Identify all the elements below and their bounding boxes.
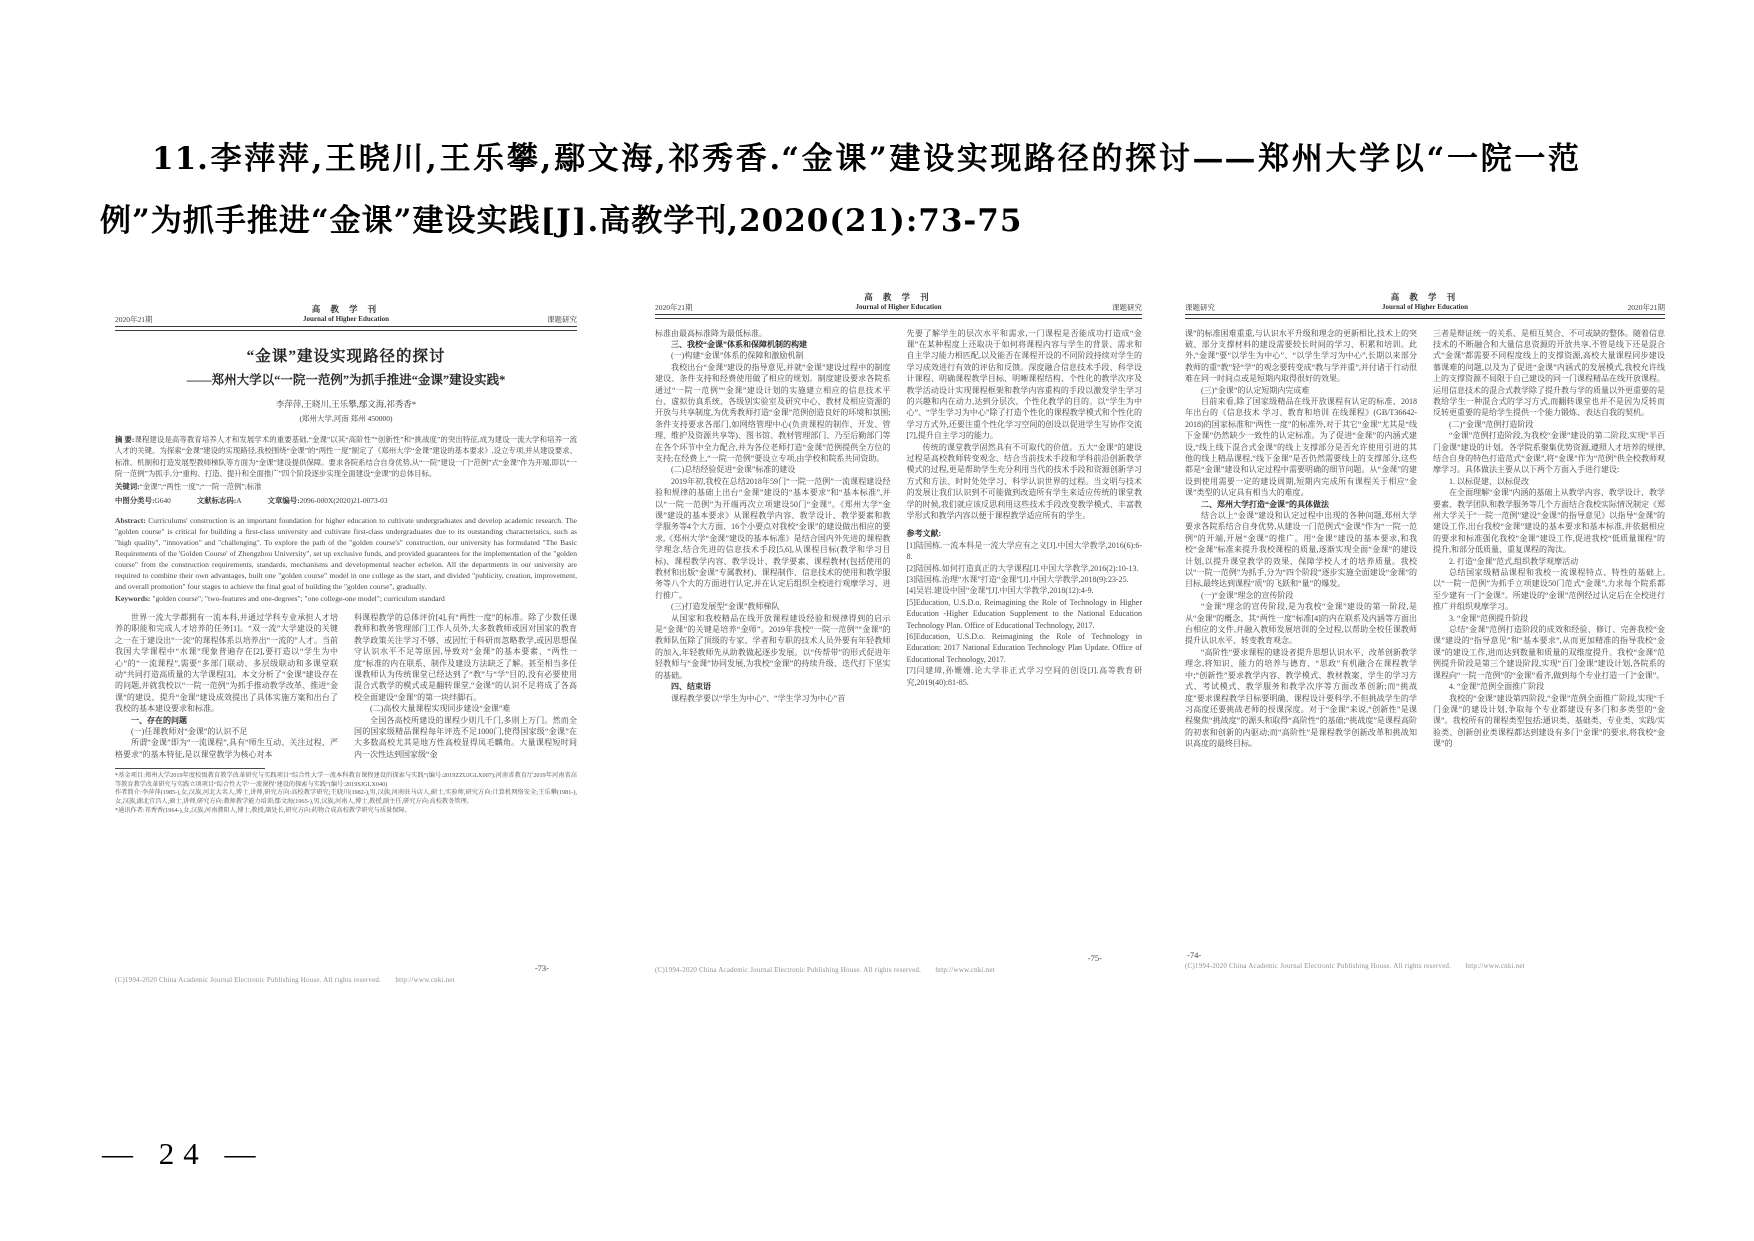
clc-value: G640 bbox=[154, 495, 171, 505]
header-column: 课题研究 bbox=[1185, 303, 1215, 312]
paragraph: 在全面理解“金课”内涵的基础上从教学内容、教学设计、教学要素、教学团队和教学服务等几个方面结合我校实际情况制定《郑州大学关于“一院一范例”建设“金课”的指导意见》以指导“金课”的建设工作,出台我校“金课”建设的基本要求和基本标准,并依据相应的要求和标准强化我校“金课”建设工作,促进我校“低质量课程”的提升,和部分低质量、重复课程的淘汰。 bbox=[1433, 488, 1665, 555]
paragraph: 世界一流大学都拥有一流本科,并通过学科专业承担人才培养的职能和完成人才培养的任务[1]。“双一流”大学建设的关键之一在于建设出“一流”的课程体系以培养出“一流的”人才。当前我国大学课程中“水课”现象普遍存在[2],要打造以“学生为中心”的“一流课程”,需要“多部门联动、多层级联动和多课堂联动”共同打造高质量的大学课程[3]。本文分析了“金课”建设存在的问题,并就我校以“一院一范例”为抓手推动教学改革、推进“金课”的建设、提升“金课”建设成效提出了具体实施方案和出台了我校的基本建设要求和标准。 bbox=[115, 612, 338, 714]
copyright-line: (C)1994-2020 China Academic Journal Electronic Publishing House. All rights reserved. http://www.cnki.net bbox=[115, 976, 455, 984]
paragraph: 传统的课堂教学固然具有不可取代的价值。五大“金课”的建设过程是高校教师转变观念、结合当前技术手段和学科前沿创新教学模式的过程,更是帮助学生充分利用当代的技术手段和资源创新学习方式和方法、时时处处学习、科学认识世界的过程。当文明与技术的发展让我们认识到不可能做到改造所有学生来适应传统的课堂教学的时候,我们就应该反思利用这些技术手段改变教学模式、丰富教学形式和教学内容以便于课程教学适应所有的学生。 bbox=[906, 442, 1142, 520]
paragraph: 参考文献: bbox=[906, 529, 942, 539]
paragraph: [5]Education, U.S.D.o. Reimagining the Role of Technology in Higher Education -Higher Education Supplement to the National Education Technology Plan. Office of Educational Technology, 2017. bbox=[906, 597, 1142, 630]
paragraph: (二)总结经验促进“金课”标准的建设 bbox=[671, 465, 796, 475]
journal-masthead bbox=[745, 293, 1052, 312]
abstract-en-label: Abstract: bbox=[115, 515, 146, 525]
keywords-en-label: Keywords: bbox=[115, 593, 151, 603]
keywords-text: “金课”;“两性一度”;“一院一范例”;标准 bbox=[139, 481, 262, 491]
paragraph: 2019年初,我校在总结2018年59门“一院一范例”一流课程建设经验和规律的基础上出台“金课”建设的“基本要求”和“基本标准”,并以“一院一范例”为开端再次立项建设50门“金课”。《郑州大学“金课”建设的基本要求》从课程教学内容、教学设计、教学要素和教学服务等4个大方面、16个小要点对我校“金课”的建设做出相应的要求,《郑州大学“金课”建设的基本标准》是结合国内外先进的课程教学理念,结合先进的信息技术手段[5,6],从课程目标(教学和学习目标)、课程教学内容、教学设计、教学要素、课程教材(包括使用的教材和出版“金课”专属教材)、课程制作、信息技术的使用和教学服务等八个大的方面进行认定,并在认定后组织全校进行观摩学习、进行推广。 bbox=[655, 476, 891, 600]
keywords-cn bbox=[115, 481, 577, 492]
right-column bbox=[354, 612, 577, 760]
abstract-text: 课程建设是高等教育培养人才和发展学术的重要基础,“金课”以其“高阶性”“创新性”和“挑战度”的突出特征,成为建设一流大学和培养一流人才的关键。为探索“金课”建设的实现路径,我校围绕“金课”的“两性一度”制定了《郑州大学“金课”建设的基本要求》,设立专项,并从建设要求、标准、机制和打造发展型教师梯队等方面为“金课”建设提供保障。要求各院系结合自身优势,从“一院”建设一门“范例”式“金课”作为开端,即以“一院一范例”为抓手,分“重构、打造、提升和全面推广”四个阶段逐步实现全面建设“金课”的总体目标。 bbox=[115, 434, 577, 479]
citation-text: 11.李萍萍,王晓川,王乐攀,鄢文海,祁秀香.“金课”建设实现路径的探讨——郑州大学以“一院一范例”为抓手推进“金课”建设实践[J].高教学刊,2020(21):73-75 bbox=[100, 141, 1580, 239]
article-authors: 李萍萍,王晓川,王乐攀,鄢文海,祁秀香* bbox=[275, 398, 417, 409]
paragraph: 总结国家级精品课程和我校一流课程特点、特性的基础上,以“一院一范例”为抓手立项建设50门范式“金课”,力求每个院系都至少建有一门“金课”。所建设的“金课”范例经过认定后在全校进行推广并组织观摩学习。 bbox=[1433, 568, 1665, 612]
paragraph: “高阶性”要求课程的建设者提升思想认识水平、改革创新教学理念,将知识、能力的培养与德育、“思政”有机融合在课程教学中;“创新性”要求教学内容、教学模式、教材教案、学生的学习方式、考试模式、教学服务和教学次序等方面改革创新;而“挑战度”要求课程教学目标要明确、课程设计要科学,不但挑战学生的学习高度还要挑战老师的授课深度。对于“金课”来说,“创新性”是课程聚焦“挑战度”的源头和取得“高阶性”的基础;“挑战度”是课程高阶的初衷和创新的内驱动;而“高阶性”是课程教学创新改革和挑战知识高度的最终目标。 bbox=[1185, 647, 1417, 749]
article-subtitle: ——郑州大学以“一院一范例”为抓手推进“金课”建设实践* bbox=[186, 372, 506, 387]
paragraph: 先要了解学生的层次水平和需求,一门课程是否能成功打造成“金课”在某种程度上还取决于如何将课程内容与学生的背景、需求和自主学习能力相匹配,以及能否在课程开设的不同阶段持续对学生的学习成效进行有效的评估和反馈。深度融合信息技术手段、科学设计课程、明确课程教学目标、明晰课程结构、个性化的教学次序及教学活动设计实现课程框架和教学内容重构的手段以激发学生学习的兴趣和内在动力,达到分层次、个性化教学的目的。以“学生为中心”、“学生学习为中心”除了打造个性化的课程教学模式和个性化的学习方式外,还要注重个性化学习空间的创设以促进学生写协作交流[7],提升自主学习的能力。 bbox=[906, 328, 1142, 441]
journal-title-en: Journal of Higher Education bbox=[302, 315, 390, 323]
page-number: -74- bbox=[1187, 950, 1202, 960]
doc-label: 文献标志码: bbox=[196, 495, 237, 505]
paragraph: [3]陆国栋.治理“水课”打造“金课”[J].中国大学教学,2018(9):23-25. bbox=[906, 575, 1129, 585]
paragraph: 科课程教学的总体评价[4],有“两性一度”的标准。除了少数任课教师和教务管理部门工作人员外,大多数教师或因对国家的教育教学政策关注学习不够、或因忙于科研而忽略教学,或因思想保守认识水平不足等原因,导致对“金课”的基本要素、“两性一度”标准的内在联系、制作及建设方法缺乏了解。甚至相当多任课教师认为传统课堂已经达到了“教”与“学”目的,没有必要使用混合式教学的模式或是翻转课堂,“金课”的认识不足将成了各高校全面建设“金课”的第一块绊脚石。 bbox=[354, 612, 577, 702]
clc-number bbox=[115, 495, 171, 506]
paragraph: [4]吴岩.建设中国“金课”[J].中国大学教学,2018(12):4-9. bbox=[906, 586, 1094, 596]
journal-title-cn: 高 教 学 刊 bbox=[1390, 292, 1460, 302]
article-number bbox=[268, 495, 388, 506]
header-rule bbox=[655, 314, 1142, 319]
paragraph: 结合以上“金课”建设和认定过程中出现的各种问题,郑州大学要求各院系结合自身优势,从建设一门范例式“金课”作为“一院一范例”的开端,开展“金课”的推广。用“金课”建设的基本要求,和我校“金课”标准来提升我校课程的质量,逐渐实现全面“金课”的建设计划,以提升课堂教学的效果、保障学校人才的培养质量。我校以“一院一范例”为抓手,分为“四个阶段”逐步实施全面建设“金课”的目标,最终达到课程“质”的飞跃和“量”的爆发。 bbox=[1185, 511, 1417, 589]
paragraph: 我校出台“金课”建设的指导意见,并就“金课”建设过程中的制度建设、条件支持和经费使用做了相应的规划。制度建设要求各院系通过“一院一范例”“金课”建设计划的实施建立相应的信息技术平台、虚拟仿真系统、各级别实验室及研究中心、教材及相应资源的开放与共享制度,为优秀教师打造“金课”范例创造良好的环境和氛围;条件支持要求各部门,如网络管理中心(负责课程的制作、开发、管理、维护及资源共享等)、图书馆、教材管理部门、乃至后勤部门等在各个环节中全力配合,并为各位老师打造“金课”范例提供全方位的支持;在经费上,“一院一范例”要设立专项,由学校和院系共同资助。 bbox=[655, 362, 891, 463]
abstract-cn bbox=[115, 434, 577, 480]
copyright-line: (C)1994-2020 China Academic Journal Electronic Publishing House. All rights reserved. http://www.cnki.net bbox=[1185, 962, 1525, 970]
page-header bbox=[115, 305, 577, 324]
header-rule bbox=[1185, 314, 1665, 319]
paragraph: 课程教学要以“学生为中心”、“学生学习为中心”首 bbox=[671, 693, 846, 703]
paragraph: 三者是辩证统一的关系、是相互契合、不可或缺的整体。随着信息技术的不断融合和大量信息资源的开放共享,不管是线下还是混合式“金课”都需要不同程度线上的支撑资源,高校大量课程同步建设慕课难的问题,以及为了促进“金课”内涵式的发展模式,我校允许线上的支撑资源不局限于自己建设的同一门课程精品在线开放课程。运用信息技术的混合式教学除了提升教与学的质量以外更重要的是教给学生一种混合式的学习方式,而翻转课堂也并不是因为反转而反转更重要的是给学生提供一个能力锻炼、表达自我的契机。 bbox=[1433, 328, 1665, 418]
paragraph: *通讯作者:祁秀香(1964-),女,汉族,河南濮阳人,博士,教授,副处长,研究方向:药物合成高校教学研究与质量保障。 bbox=[115, 806, 411, 814]
paragraph: “金课”范例打造阶段,为我校“金课”建设的第二阶段,实现“半百门金课”建设的计划。各学院系聚集优势资源,遵照人才培养的规律,结合自身的特色打造范式“金课”,将“金课”作为“范例”供全校教师观摩学习。具体做法主要从以下两个方面入手进行建设: bbox=[1433, 431, 1665, 475]
article-affiliation: (郑州大学,河南 郑州 450000) bbox=[299, 413, 393, 423]
footnotes bbox=[115, 772, 577, 815]
paragraph: (三)“金课”的认定短期内完成难 bbox=[1201, 385, 1310, 395]
doc-code bbox=[197, 495, 242, 506]
paragraph: (三)打造发展型“金课”教师梯队 bbox=[671, 602, 780, 612]
paragraph: (二)高校大量课程实现同步建设“金课”难 bbox=[370, 704, 511, 714]
header-issue: 2020年21期 bbox=[655, 303, 693, 312]
keywords-en bbox=[115, 594, 577, 603]
page-header bbox=[1185, 293, 1665, 312]
paragraph: 四、结束语 bbox=[671, 682, 711, 692]
page-number: -73- bbox=[534, 963, 549, 973]
clc-label: 中图分类号: bbox=[115, 495, 155, 505]
left-column bbox=[655, 328, 891, 704]
body-columns bbox=[1185, 328, 1665, 750]
left-column bbox=[1185, 328, 1417, 750]
header-rule bbox=[115, 326, 577, 331]
journal-page-74 bbox=[1185, 287, 1665, 993]
paragraph: 2. 打造“金课”范式,组织教学观摩活动 bbox=[1449, 556, 1579, 566]
right-column bbox=[1433, 328, 1665, 750]
document-page-number: — 24 — bbox=[102, 1136, 265, 1171]
journal-title-cn: 高 教 学 刊 bbox=[311, 304, 381, 314]
right-column bbox=[907, 328, 1143, 704]
paragraph: 所谓“金课”即为“一流课程”,具有“师生互动、关注过程、严格要求”的基本特征,是以课堂教学为核心对本 bbox=[115, 738, 338, 759]
paragraph: 二、郑州大学打造“金课”的具体做法 bbox=[1201, 499, 1329, 509]
body-columns bbox=[115, 612, 577, 760]
paragraph: (一)任课教师对“金课”的认识不足 bbox=[131, 726, 248, 736]
paragraph: 我校的“金课”建设第四阶段,“金课”范例全面推广阶段,实现“千门金课”的建设计划,争取每个专业都建设有多门和多类型的“金课”。我校所有的课程类型包括:通识类、基础类、专业类、实践/实验类、创新创业类课程都达到建设有多门“金课”的要求,将我校“金课”的 bbox=[1433, 693, 1665, 749]
paragraph: [1]陆国栋.一流本科是一流大学应有之义[J].中国大学教学,2016(6):6-8. bbox=[906, 540, 1142, 562]
journal-page-73 bbox=[115, 287, 577, 1031]
paragraph: (二)“金课”范例打造阶段 bbox=[1449, 419, 1534, 429]
paragraph: [7]闫建璋,孙姗姗.论大学非正式学习空间的创设[J].高等教育研究,2019(40):81-85. bbox=[906, 666, 1142, 687]
header-column: 课题研究 bbox=[547, 315, 577, 324]
header-issue: 2020年21期 bbox=[1627, 303, 1665, 312]
paragraph: “金课”理念的宣传阶段,是为我校“金课”建设的第一阶段,是从“金课”的概念、其“两性一度”标准[4]的内在联系及内涵等方面出台相应的文件,并融入教师发展培训的全过程,以帮助全校任课教师提升认识水平、转变教育观念。 bbox=[1185, 602, 1417, 646]
doc-value: A bbox=[236, 495, 242, 505]
abstract-label: 摘 要: bbox=[115, 434, 135, 444]
page-header bbox=[655, 293, 1142, 312]
paragraph: 三、我校“金课”体系和保障机制的构建 bbox=[671, 339, 807, 349]
journal-masthead bbox=[205, 305, 487, 324]
keywords-label: 关键词: bbox=[115, 481, 140, 491]
journal-page-75 bbox=[655, 287, 1142, 993]
paragraph: 课”的标准困难重重,与认识水平升级和理念的更新相比,技术上的突破、部分支撑材料的建设需要较长时间的学习、积累和培训。此外,“金课”要“以学生为中心”、“以学生学习为中心”,长期以来部分教师的重“教”轻“学”的观念要转变成“教与学并重”,并付诸于行动很难在同一时间点或是短期内取得很好的效果。 bbox=[1185, 328, 1417, 384]
abstract-en-text: Curriculums' construction is an important foundation for higher education to cultivate undergraduates and develop academic research. The "golden course" is critical for building a first-class university and cultivate first-class undergraduates due to its outstanding characteristics, such as "high quality", "innovation" and "challenging". To explore the path of the "golden course's" construction, our university has formulated "The Basic Requirements of the 'Golden Course' of Zhengzhou University", set up exclusive funds, and provided guarantees for the implementation of the "golden course" from the construction requirements, standards, mechanisms and developmental teacher echelon. All the departments in our university are required to combine their own advantages, built one "golden course" model in one college as the start, and divided "publicity, creation, improvement, and overall promotion" four stages to achieve the final goal of building the "golden course", gradually. bbox=[115, 515, 577, 591]
header-issue: 2020年21期 bbox=[115, 315, 153, 324]
paragraph: 全国各高校所建设的课程少则几千门,多则上万门。然而全国的国家级精品课程每年评选不足1000门,使得国家级“金课”在大多数高校尤其是地方性高校显得凤毛麟角。大量课程短时间内一次性达到国家级“金 bbox=[354, 715, 577, 759]
copyright-line: (C)1994-2020 China Academic Journal Electronic Publishing House. All rights reserved. http://www.cnki.net bbox=[655, 966, 995, 974]
paragraph: (一)“金课”理念的宣传阶段 bbox=[1201, 590, 1294, 600]
paragraph: 1. 以标促建、以标促改 bbox=[1449, 476, 1529, 486]
header-column: 课题研究 bbox=[1112, 303, 1142, 312]
journal-title-en: Journal of Higher Education bbox=[1381, 303, 1469, 311]
paragraph: *基金项目:郑州大学2019年度校级教育教学改革研究与实践项目“综合性大学一流本科教育课程建设的探索与实践”(编号:2019ZZUJGLX007);河南省教育厅2019年河南省高等教育教学改革研究与实践立项项目“综合性大学‘一流课程’建设的探索与实践”(编号:2019SJGLX040) bbox=[115, 772, 577, 788]
keywords-en-text: "golden course"; "two-features and one-degrees"; "one college-one model"; curriculum standard bbox=[152, 593, 445, 603]
paragraph: 3. “金课”范例提升阶段 bbox=[1449, 613, 1529, 623]
abstract-en bbox=[115, 515, 577, 592]
clc-line bbox=[115, 495, 577, 506]
body-columns bbox=[655, 328, 1142, 704]
paragraph: 目前来看,除了国家级精品在线开放课程有认定的标准、2018年出台的《信息技术 学习、教育和培训 在线课程》(GB/T36642-2018)的国家标准和“两性一度”的标准外,对于其它“金课”尤其是“线下金课”仍然缺少一致性的认定标准。为了促进“金课”的内涵式建设,“线上线下混合式金课”的线上支撑部分是否允许使用引进的其他的线上精品课程,“线下金课”是否仍然需要线上的支撑部分,这些都是“金课”建设和认定过程中需要明确的细节问题。从“金课”的建设到使用需要一定的建设周期,短期内完成所有课程关于相应“金课”类型的认定具有相当大的难度。 bbox=[1185, 396, 1417, 498]
paragraph: 从国家和我校精品在线开放课程建设经验和规律得到的启示是“金课”的关键是培养“金师”。2019年我校“一院一范例”“金课”的教师队伍除了顶级的专家、学者和专职的技术人员外要有年轻教师的加入,年轻教师先从助教做起逐步发展。以“传帮带”的形式促进年轻教师与“金课”协同发展,为我校“金课”的持续升级、迭代打下坚实的基础。 bbox=[655, 613, 891, 680]
paragraph: [6]Education, U.S.D.o. Reimagining the Role of Technology in Education: 2017 National Education Technology Plan Update. Office of Educational Technology, 2017. bbox=[906, 632, 1142, 664]
artno-value: 2096-000X(2020)21-0073-03 bbox=[299, 495, 388, 505]
paragraph: 作者简介:李萍萍(1985-),女,汉族,河北大名人,博士,讲师,研究方向:高校教学研究;王晓川(1982-),男,汉族,河南驻马店人,硕士,实验师,研究方向:计算机网络安全;王乐攀(1981-),女,汉族,湖北宜昌人,硕士,讲师,研究方向:教师教学能力培训;鄢文海(1965-),男,汉族,河南人,博士,教授,副主任,研究方向:高校教务管理。 bbox=[115, 789, 577, 805]
paragraph: 总结“金课”范例打造阶段的成效和经验、修订、完善我校“金课”建设的“指导意见”和“基本要求”,从而更加精准的指导我校“金课”的建设工作,进而达到数量和质量的双维度提升。我校“金课”范例提升阶段是第三个建设阶段,实现“百门金课”建设计划,各院系的课程向“一院一范例”的“金课”看齐,做到每个专业打造一门“金课”。 bbox=[1433, 625, 1665, 680]
paragraph: (一)构建“金课”体系的保障和激励机制 bbox=[671, 351, 804, 361]
paragraph: 4. “金课”范例全面推广阶段 bbox=[1449, 682, 1545, 692]
artno-label: 文章编号: bbox=[267, 495, 300, 505]
paragraph: [2]陆国栋.如何打造真正的大学课程[J].中国大学教学,2016(2):10-13. bbox=[906, 563, 1139, 573]
journal-title-cn: 高 教 学 刊 bbox=[864, 292, 933, 302]
footnote-rule bbox=[115, 768, 265, 769]
page-number: -75- bbox=[1087, 953, 1102, 963]
paragraph: 一、存在的问题 bbox=[131, 715, 187, 725]
article-title: “金课”建设实现路径的探讨 bbox=[246, 347, 446, 365]
journal-masthead bbox=[1275, 293, 1575, 312]
paragraph: 标准由最高标准降为最低标准。 bbox=[655, 328, 767, 338]
journal-title-en: Journal of Higher Education bbox=[855, 303, 942, 311]
left-column bbox=[115, 612, 338, 760]
